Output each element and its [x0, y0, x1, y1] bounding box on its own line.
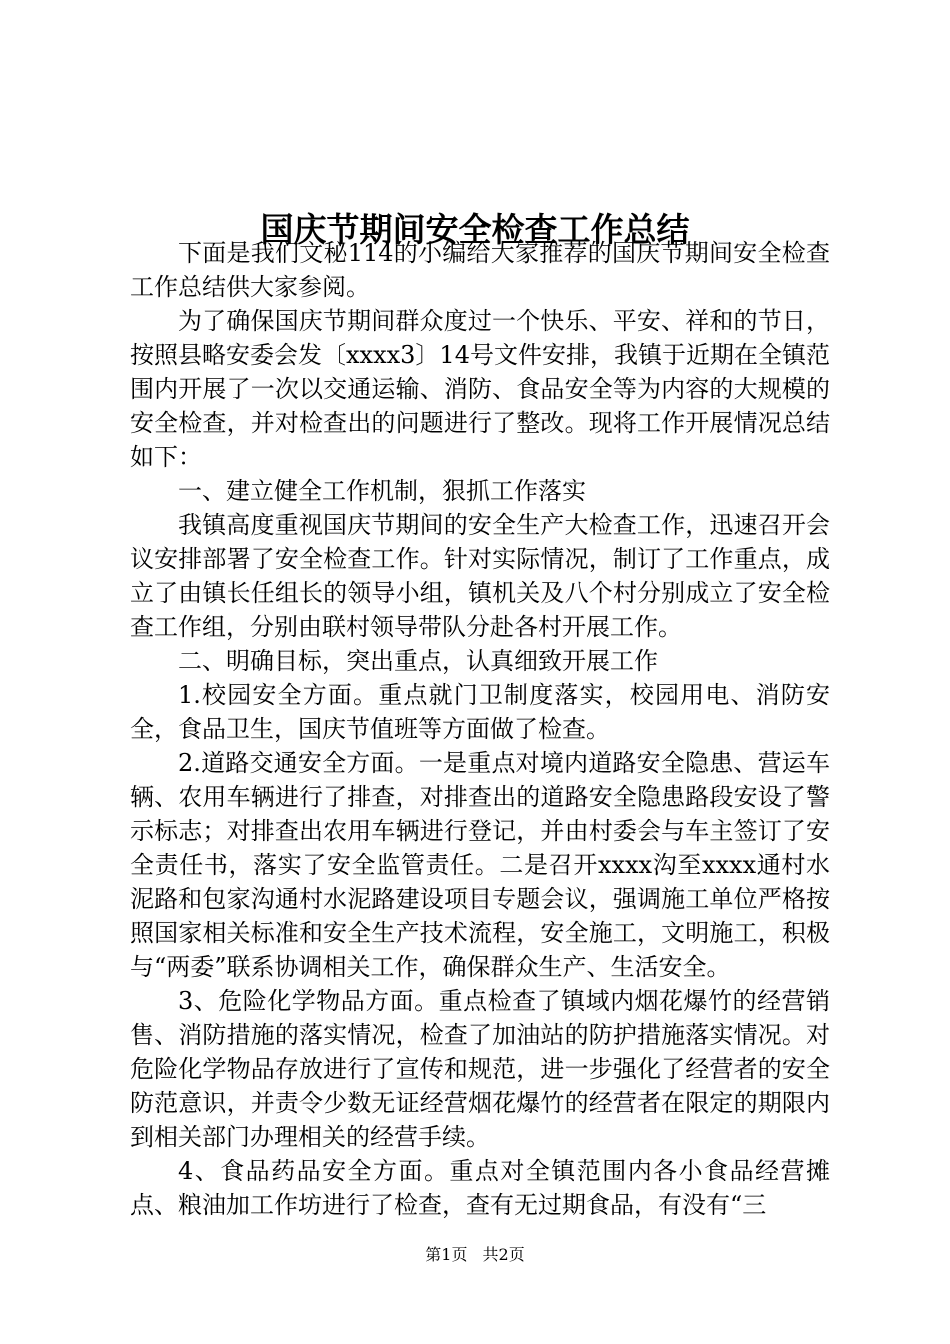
- section-heading-2: 二、明确目标，突出重点，认真细致开展工作: [178, 647, 658, 675]
- paragraph-campus-safety: 1.校园安全方面。重点就门卫制度落实，校园用电、消防安全，食品卫生，国庆节值班等方面做了检查。: [130, 681, 830, 743]
- document-title: 国庆节期间安全检查工作总结: [260, 210, 690, 250]
- paragraph-intro: 下面是我们文秘114的小编给大家推荐的国庆节期间安全检查工作总结供大家参阅。: [130, 239, 830, 301]
- paragraph-food-safety: 4、食品药品安全方面。重点对全镇范围内各小食品经营摊点、粮油加工作坊进行了检查，查有无过期食品，有没有“三: [130, 1157, 830, 1219]
- document-body: [130, 236, 830, 1222]
- paragraph-mechanism: 我镇高度重视国庆节期间的安全生产大检查工作，迅速召开会议安排部署了安全检查工作。针对实际情况，制订了工作重点，成立了由镇长任组长的领导小组，镇机关及八个村分别成立了安全检查工作组，分别由联村领导带队分赴各村开展工作。: [130, 511, 830, 641]
- section-heading-1: 一、建立健全工作机制，狠抓工作落实: [178, 477, 586, 505]
- page-number-current: 第1页: [425, 1245, 468, 1264]
- paragraph-road-safety: 2.道路交通安全方面。一是重点对境内道路安全隐患、营运车辆、农用车辆进行了排查，对排查出的道路安全隐患路段安设了警示标志；对排查出农用车辆进行登记，并由村委会与车主签订了安全责任书，落实了安全监管责任。二是召开xxxx沟至xxxx通村水泥路和包家沟通村水泥路建设项目专题会议，强调施工单位严格按照国家相关标准和安全生产技术流程，安全施工，文明施工，积极与“两委”联系协调相关工作，确保群众生产、生活安全。: [130, 749, 830, 981]
- page-number-total: 共2页: [482, 1245, 525, 1264]
- paragraph-chemical-safety: 3、危险化学物品方面。重点检查了镇域内烟花爆竹的经营销售、消防措施的落实情况，检查了加油站的防护措施落实情况。对危险化学物品存放进行了宣传和规范，进一步强化了经营者的安全防范意识，并责令少数无证经营烟花爆竹的经营者在限定的期限内到相关部门办理相关的经营手续。: [130, 987, 830, 1151]
- paragraph-background: 为了确保国庆节期间群众度过一个快乐、平安、祥和的节日，按照县略安委会发〔xxxx3〕14号文件安排，我镇于近期在全镇范围内开展了一次以交通运输、消防、食品安全等为内容的大规模的安全检查，并对检查出的问题进行了整改。现将工作开展情况总结如下：: [130, 307, 830, 471]
- page-footer: [0, 1244, 950, 1266]
